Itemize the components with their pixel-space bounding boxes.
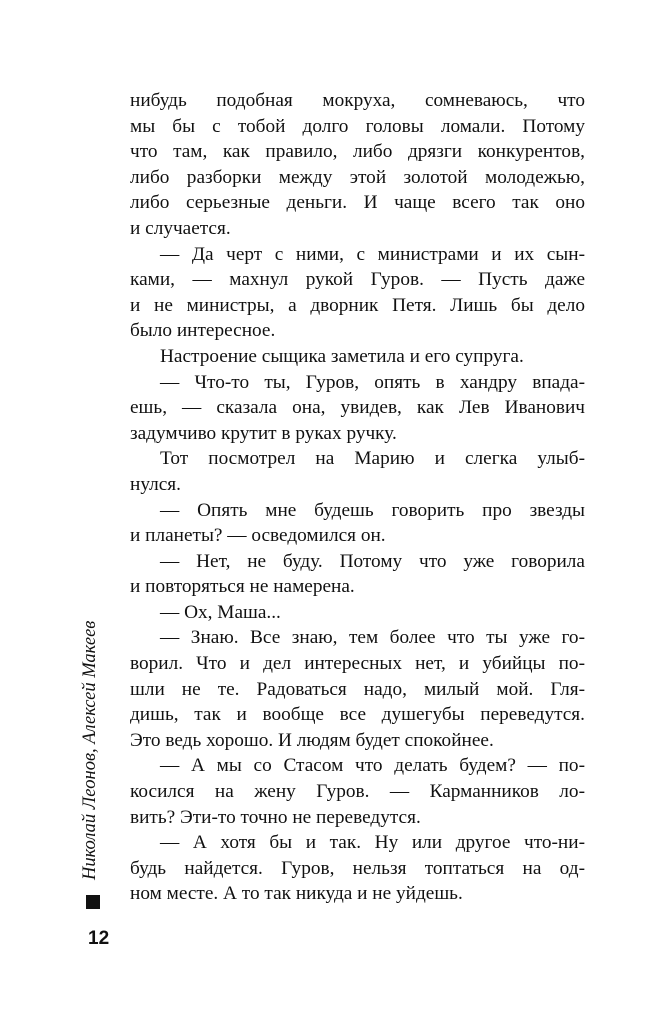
text-line: и случается. — [130, 217, 231, 239]
text-line: было интересное. — [130, 320, 276, 342]
text-line: ворил. Что и дел интересных нет, и убийцы по- — [130, 653, 585, 675]
text-line: — А мы со Стасом что делать будем? — по- — [160, 755, 585, 777]
text-line: — Да черт с ними, с министрами и их сын- — [160, 243, 585, 265]
text-line: и не министры, а дворник Петя. Лишь бы дело — [130, 294, 585, 316]
text-line: что там, как правило, либо дрязги конкурентов, — [130, 141, 585, 163]
text-line: мы бы с тобой долго головы ломали. Потому — [130, 115, 585, 137]
text-line: ешь, — сказала она, увидев, как Лев Иванович — [130, 397, 585, 419]
text-line: ном месте. А то так никуда и не уйдешь. — [130, 883, 463, 905]
text-line: шли не те. Радоваться надо, милый мой. Гля- — [130, 678, 585, 700]
text-line: либо серьезные деньги. И чаще всего так оно — [130, 192, 585, 214]
text-line: ками, — махнул рукой Гуров. — Пусть даже — [130, 269, 585, 291]
text-line: косился на жену Гуров. — Карманников ло- — [130, 781, 585, 803]
text-line: задумчиво крутит в руках ручку. — [130, 422, 397, 444]
section-marker — [86, 895, 100, 909]
text-line: — Знаю. Все знаю, тем более что ты уже го- — [160, 627, 585, 649]
text-line: — Нет, не буду. Потому что уже говорила — [160, 550, 585, 572]
text-line: Тот посмотрел на Марию и слегка улыб- — [160, 448, 585, 470]
body-text — [130, 88, 585, 907]
text-line: — Ох, Маша... — [160, 601, 281, 623]
text-line: нулся. — [130, 473, 181, 495]
text-line: дишь, так и вообще все душегубы переведутся. — [130, 704, 585, 726]
text-line: нибудь подобная мокруха, сомневаюсь, что — [130, 90, 585, 111]
page-number: 12 — [88, 928, 110, 949]
text-line: — Что-то ты, Гуров, опять в хандру впада- — [160, 371, 585, 393]
text-line: — А хотя бы и так. Ну или другое что-ни- — [160, 832, 585, 854]
running-header-authors: Николай Леонов, Алексей Макеев — [80, 620, 100, 880]
text-line: вить? Эти-то точно не переведутся. — [130, 806, 421, 828]
text-line: либо разборки между этой золотой молодежью, — [130, 166, 585, 188]
text-line: Настроение сыщика заметила и его супруга. — [160, 345, 524, 367]
text-line: будь найдется. Гуров, нельзя топтаться на од- — [130, 857, 585, 879]
text-line: и планеты? — осведомился он. — [130, 525, 386, 547]
text-line: и повторяться не намерена. — [130, 576, 355, 598]
text-line: — Опять мне будешь говорить про звезды — [160, 499, 585, 521]
text-line: Это ведь хорошо. И людям будет спокойнее. — [130, 729, 494, 751]
